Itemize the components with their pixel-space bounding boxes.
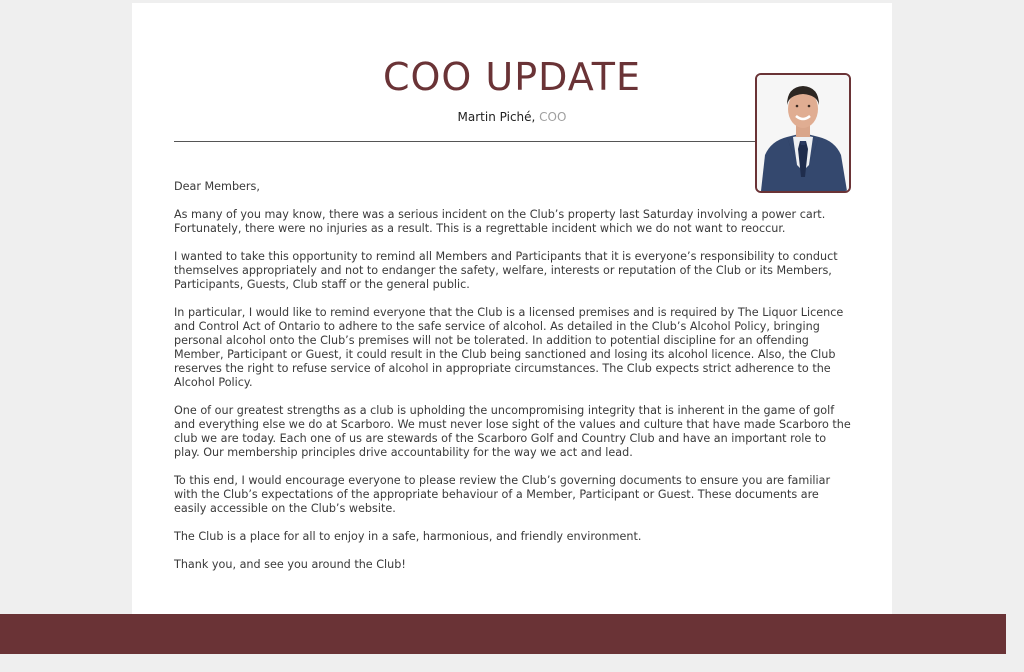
letter-body [174,180,852,586]
paragraph: I wanted to take this opportunity to remind all Members and Participants that it is everyone’s responsibility to conduct themselves appropriately and not to endanger the safety, welfare, interests or reputation of the Club or its Members, Participants, Guests, Club staff or the general public. [174,250,838,291]
closing: Thank you, and see you around the Club! [174,558,406,571]
author-photo [755,73,851,193]
newsletter-card [132,3,892,614]
author-separator: , [531,110,540,124]
portrait-image-icon [757,75,849,191]
salutation: Dear Members, [174,180,260,193]
header-divider [174,141,759,142]
page-title: COO UPDATE [382,55,642,99]
paragraph: The Club is a place for all to enjoy in a safe, harmonious, and friendly environment. [174,530,642,543]
paragraph: One of our greatest strengths as a club is upholding the uncompromising integrity that is inherent in the game of golf and everything else we do at Scarboro. We must never lose sight of the values and culture that have made Scarboro the club we are today. Each one of us are stewards of the Scarboro Golf and Country Club and have an important role to play. Our membership principles drive accountability for the way we act and lead. [174,404,851,459]
footer-bar [0,614,1006,654]
paragraph: To this end, I would encourage everyone to please review the Club’s governing documents to ensure you are familiar with the Club’s expectations of the appropriate behaviour of a Member, Participant or Guest. These documents are easily accessible on the Club’s website. [174,474,831,515]
author-name: Martin Piché [457,110,532,124]
paragraph: In particular, I would like to remind everyone that the Club is a licensed premises and is required by The Liquor Licence and Control Act of Ontario to adhere to the safe service of alcohol. As detailed in the Club’s Alcohol Policy, bringing personal alcohol onto the Club’s premises will not be tolerated. In addition to potential discipline for an offending Member, Participant or Guest, it could result in the Club being sanctioned and losing its alcohol licence. Also, the Club reserves the right to refuse service of alcohol in appropriate circumstances. The Club expects strict adherence to the Alcohol Policy. [174,306,844,389]
paragraph: As many of you may know, there was a serious incident on the Club’s property last Saturday involving a power cart. Fortunately, there were no injuries as a result. This is a regrettable incident which we do not want to reoccur. [174,208,826,235]
author-role: COO [539,110,567,124]
